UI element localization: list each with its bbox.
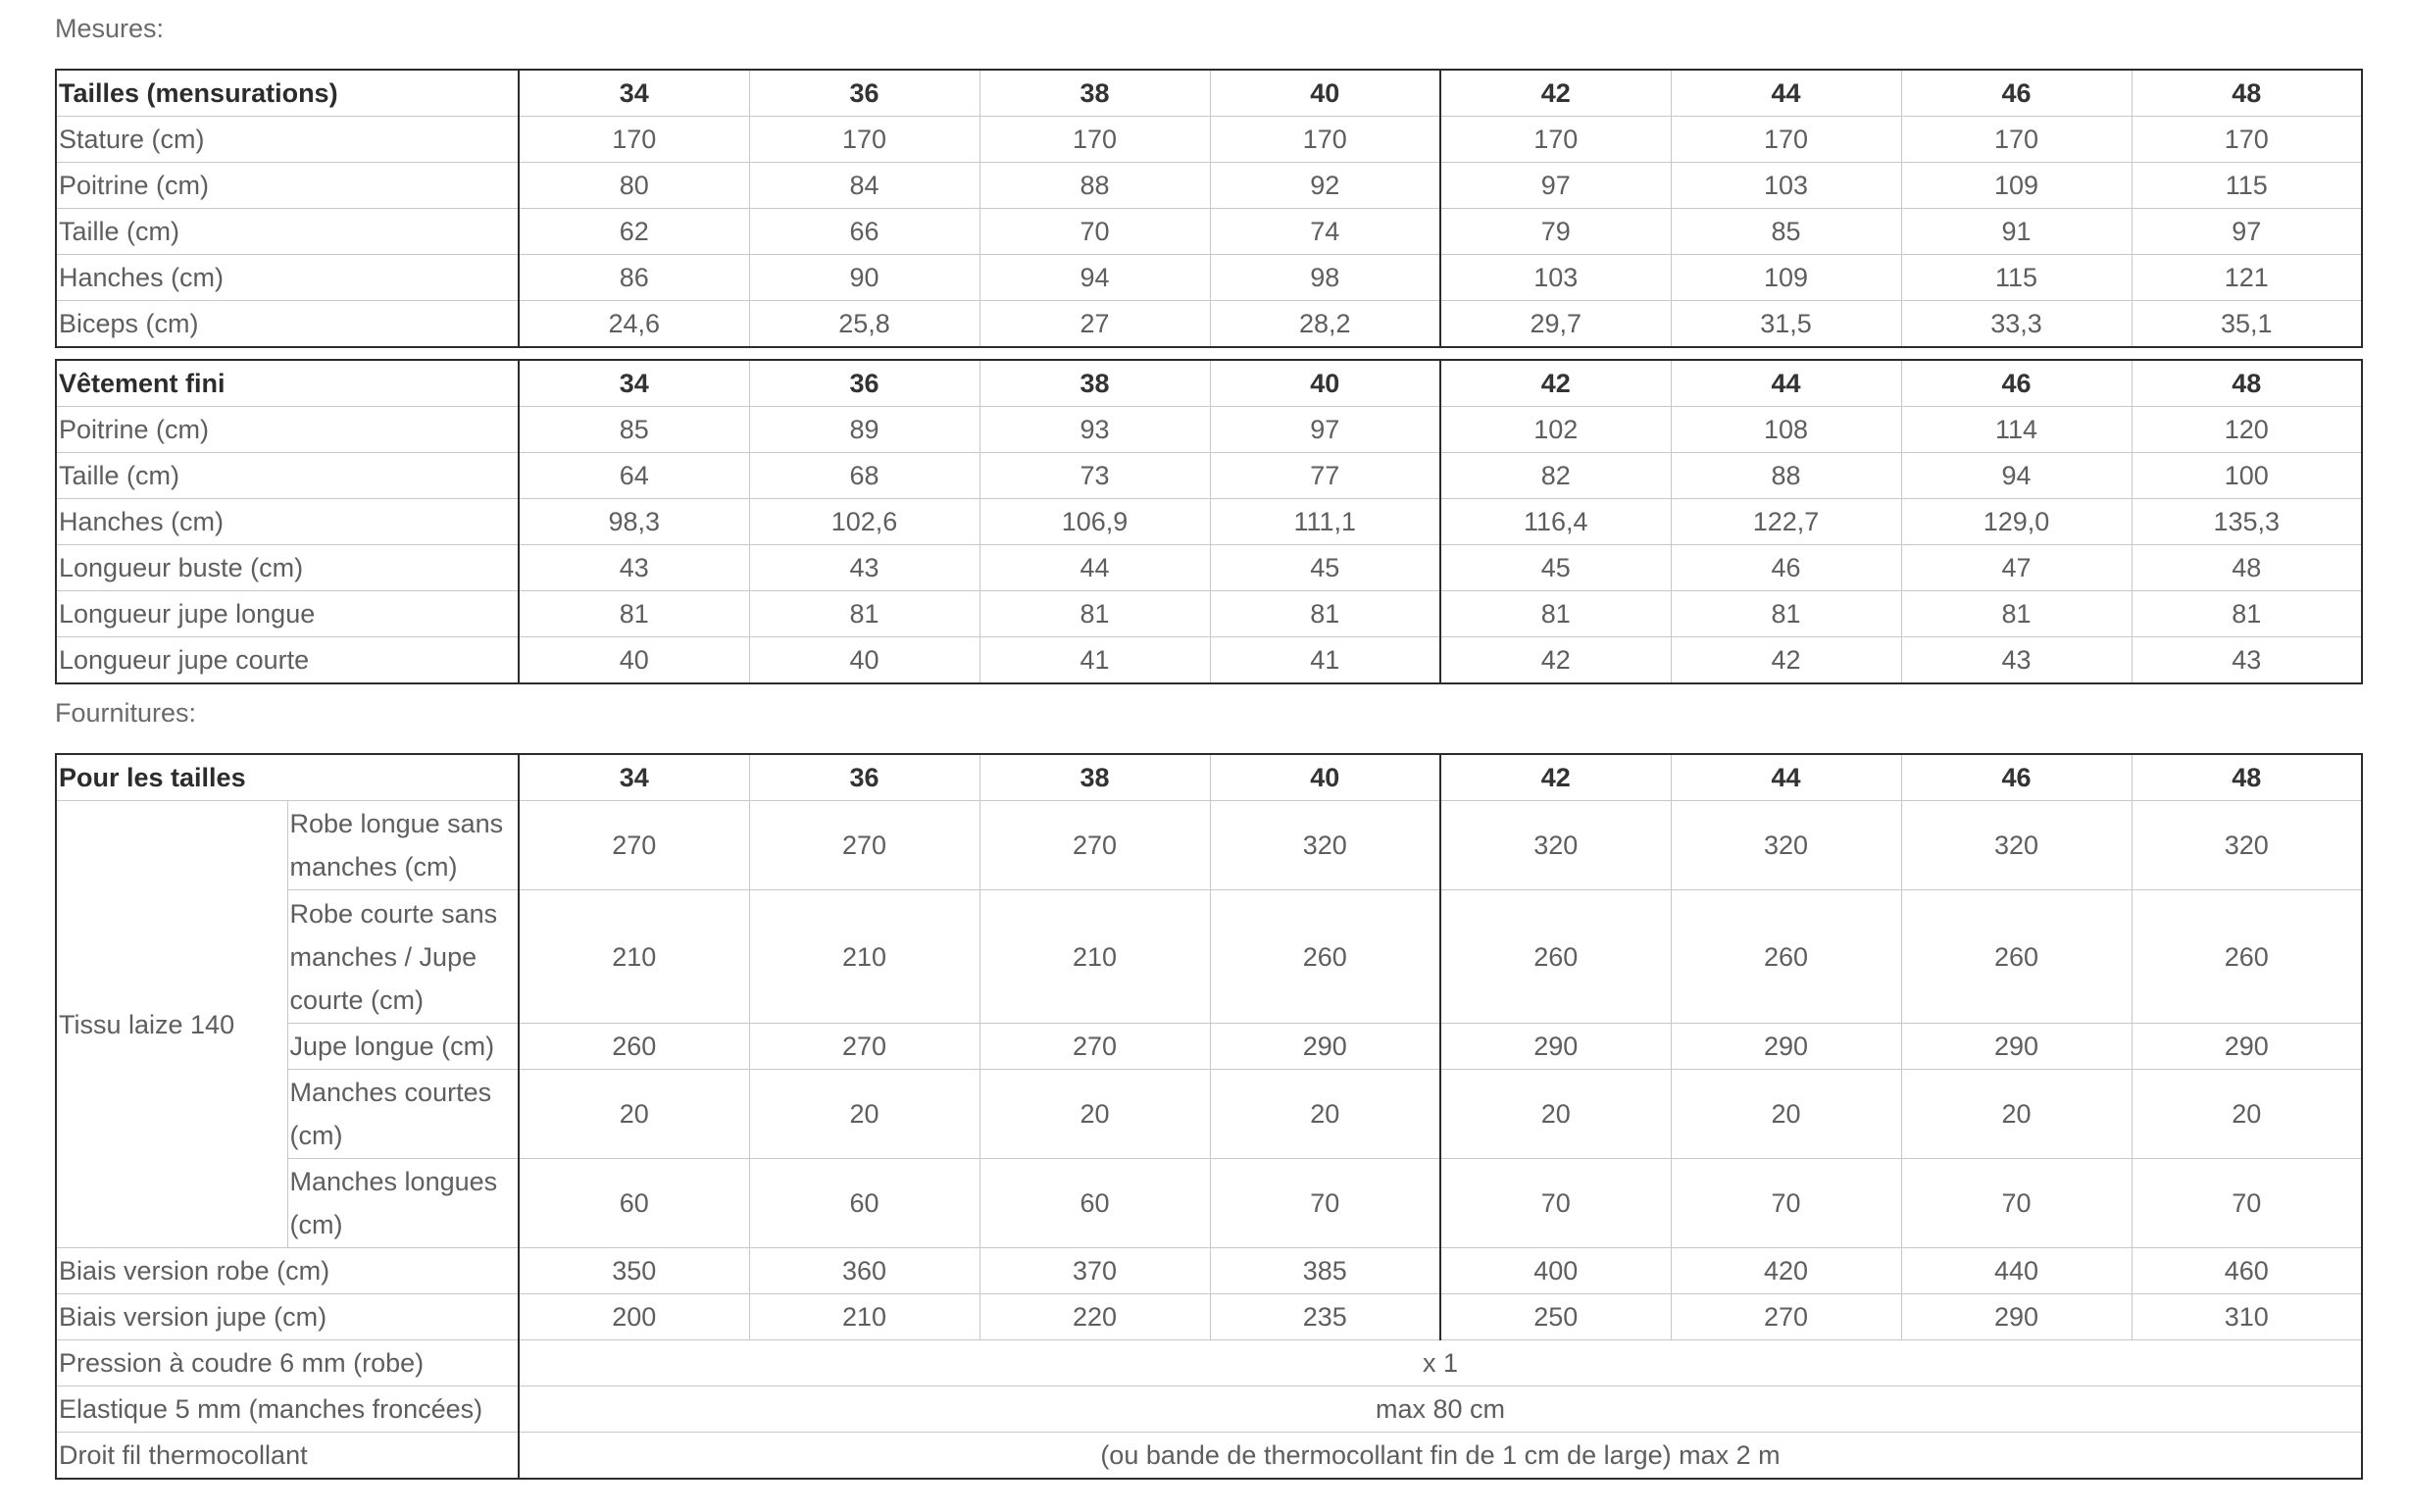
value-cell: 270	[979, 801, 1210, 890]
row-label: Droit fil thermocollant	[56, 1433, 519, 1480]
value-cell: 33,3	[1901, 301, 2132, 348]
value-cell: 44	[979, 545, 1210, 591]
table-row	[56, 163, 2362, 209]
value-cell: 20	[979, 1070, 1210, 1159]
table-row	[56, 453, 2362, 499]
value-cell: 91	[1901, 209, 2132, 255]
row-label: Longueur jupe courte	[56, 637, 519, 684]
fabric-row-label: Manches courtes (cm)	[287, 1070, 519, 1159]
value-cell: 68	[749, 453, 979, 499]
value-cell: 111,1	[1210, 499, 1440, 545]
value-cell: 260	[1671, 890, 1901, 1024]
table-header-label: Pour les tailles	[56, 754, 519, 801]
value-cell: 81	[519, 591, 749, 637]
value-cell: 320	[1901, 801, 2132, 890]
value-cell: 88	[979, 163, 1210, 209]
value-cell: 260	[1440, 890, 1671, 1024]
value-cell: 73	[979, 453, 1210, 499]
value-cell: 97	[1440, 163, 1671, 209]
value-cell: 70	[1440, 1159, 1671, 1248]
size-header-cell: 38	[979, 360, 1210, 407]
row-label: Elastique 5 mm (manches froncées)	[56, 1386, 519, 1433]
value-cell: 170	[519, 117, 749, 163]
value-cell: 89	[749, 407, 979, 453]
value-cell: 35,1	[2132, 301, 2362, 348]
table-row	[56, 591, 2362, 637]
row-label: Poitrine (cm)	[56, 407, 519, 453]
value-cell: 42	[1671, 637, 1901, 684]
size-header-cell: 46	[1901, 70, 2132, 117]
value-cell: 86	[519, 255, 749, 301]
value-cell: 97	[1210, 407, 1440, 453]
supply-row	[56, 1433, 2362, 1480]
value-cell: 290	[2132, 1024, 2362, 1070]
value-cell: 270	[1671, 1294, 1901, 1340]
row-label: Stature (cm)	[56, 117, 519, 163]
value-cell: 28,2	[1210, 301, 1440, 348]
value-cell: 109	[1901, 163, 2132, 209]
fabric-row	[56, 801, 2362, 890]
value-cell: 20	[1671, 1070, 1901, 1159]
value-cell: 103	[1440, 255, 1671, 301]
value-cell: 170	[1440, 117, 1671, 163]
value-cell: 270	[979, 1024, 1210, 1070]
value-cell: 41	[979, 637, 1210, 684]
value-cell: 260	[519, 1024, 749, 1070]
row-label: Hanches (cm)	[56, 255, 519, 301]
value-cell: 66	[749, 209, 979, 255]
fabric-row	[56, 1070, 2362, 1159]
size-header-cell: 36	[749, 754, 979, 801]
supplies-table	[55, 753, 2363, 1480]
value-cell: 45	[1210, 545, 1440, 591]
supply-row	[56, 1340, 2362, 1386]
value-cell: 460	[2132, 1248, 2362, 1294]
value-cell: 106,9	[979, 499, 1210, 545]
value-cell: 320	[2132, 801, 2362, 890]
fabric-row-label: Robe longue sans manches (cm)	[287, 801, 519, 890]
size-header-cell: 36	[749, 360, 979, 407]
value-cell: 40	[519, 637, 749, 684]
value-cell: 210	[749, 890, 979, 1024]
value-cell: 81	[749, 591, 979, 637]
fabric-row	[56, 1024, 2362, 1070]
size-header-cell: 48	[2132, 754, 2362, 801]
value-cell: 170	[749, 117, 979, 163]
value-cell: 102,6	[749, 499, 979, 545]
value-cell: 135,3	[2132, 499, 2362, 545]
value-cell: 77	[1210, 453, 1440, 499]
row-label: Poitrine (cm)	[56, 163, 519, 209]
header-row	[56, 754, 2362, 801]
value-cell: 81	[2132, 591, 2362, 637]
value-cell: 290	[1901, 1294, 2132, 1340]
span-value-cell: max 80 cm	[519, 1386, 2362, 1433]
value-cell: 400	[1440, 1248, 1671, 1294]
section-title-fournitures: Fournitures:	[55, 698, 197, 728]
value-cell: 290	[1671, 1024, 1901, 1070]
value-cell: 200	[519, 1294, 749, 1340]
value-cell: 260	[1901, 890, 2132, 1024]
value-cell: 115	[1901, 255, 2132, 301]
value-cell: 102	[1440, 407, 1671, 453]
value-cell: 210	[749, 1294, 979, 1340]
value-cell: 103	[1671, 163, 1901, 209]
value-cell: 270	[749, 1024, 979, 1070]
value-cell: 81	[979, 591, 1210, 637]
value-cell: 70	[2132, 1159, 2362, 1248]
table-row	[56, 1294, 2362, 1340]
value-cell: 46	[1671, 545, 1901, 591]
value-cell: 98	[1210, 255, 1440, 301]
row-label: Taille (cm)	[56, 209, 519, 255]
value-cell: 170	[2132, 117, 2362, 163]
header-row	[56, 360, 2362, 407]
fabric-row	[56, 890, 2362, 1024]
value-cell: 74	[1210, 209, 1440, 255]
value-cell: 385	[1210, 1248, 1440, 1294]
fabric-row	[56, 1159, 2362, 1248]
value-cell: 114	[1901, 407, 2132, 453]
value-cell: 210	[979, 890, 1210, 1024]
value-cell: 88	[1671, 453, 1901, 499]
value-cell: 350	[519, 1248, 749, 1294]
value-cell: 60	[979, 1159, 1210, 1248]
table-row	[56, 301, 2362, 348]
value-cell: 25,8	[749, 301, 979, 348]
value-cell: 93	[979, 407, 1210, 453]
span-value-cell: x 1	[519, 1340, 2362, 1386]
value-cell: 94	[1901, 453, 2132, 499]
table-row	[56, 499, 2362, 545]
value-cell: 260	[1210, 890, 1440, 1024]
row-label: Pression à coudre 6 mm (robe)	[56, 1340, 519, 1386]
section-title-mesures: Mesures:	[55, 14, 165, 43]
row-label: Hanches (cm)	[56, 499, 519, 545]
value-cell: 81	[1901, 591, 2132, 637]
value-cell: 129,0	[1901, 499, 2132, 545]
table-row	[56, 545, 2362, 591]
fabric-row-label: Manches longues (cm)	[287, 1159, 519, 1248]
row-label: Taille (cm)	[56, 453, 519, 499]
size-header-cell: 44	[1671, 754, 1901, 801]
value-cell: 270	[749, 801, 979, 890]
value-cell: 43	[749, 545, 979, 591]
table-row	[56, 407, 2362, 453]
value-cell: 43	[1901, 637, 2132, 684]
value-cell: 100	[2132, 453, 2362, 499]
value-cell: 79	[1440, 209, 1671, 255]
row-label: Biais version jupe (cm)	[56, 1294, 519, 1340]
value-cell: 116,4	[1440, 499, 1671, 545]
value-cell: 210	[519, 890, 749, 1024]
value-cell: 42	[1440, 637, 1671, 684]
value-cell: 320	[1210, 801, 1440, 890]
value-cell: 94	[979, 255, 1210, 301]
value-cell: 109	[1671, 255, 1901, 301]
value-cell: 20	[1901, 1070, 2132, 1159]
fabric-group-label: Tissu laize 140	[56, 801, 287, 1248]
value-cell: 85	[519, 407, 749, 453]
value-cell: 97	[2132, 209, 2362, 255]
value-cell: 31,5	[1671, 301, 1901, 348]
fabric-row-label: Robe courte sans manches / Jupe courte (cm)	[287, 890, 519, 1024]
size-header-cell: 40	[1210, 754, 1440, 801]
value-cell: 170	[979, 117, 1210, 163]
size-header-cell: 38	[979, 754, 1210, 801]
value-cell: 40	[749, 637, 979, 684]
value-cell: 270	[519, 801, 749, 890]
value-cell: 122,7	[1671, 499, 1901, 545]
fabric-row-label: Jupe longue (cm)	[287, 1024, 519, 1070]
value-cell: 90	[749, 255, 979, 301]
supply-row	[56, 1386, 2362, 1433]
size-header-cell: 44	[1671, 360, 1901, 407]
value-cell: 20	[1440, 1070, 1671, 1159]
value-cell: 70	[1671, 1159, 1901, 1248]
row-label: Biceps (cm)	[56, 301, 519, 348]
value-cell: 62	[519, 209, 749, 255]
size-header-cell: 42	[1440, 70, 1671, 117]
value-cell: 250	[1440, 1294, 1671, 1340]
value-cell: 60	[749, 1159, 979, 1248]
value-cell: 108	[1671, 407, 1901, 453]
size-header-cell: 46	[1901, 360, 2132, 407]
size-header-cell: 38	[979, 70, 1210, 117]
value-cell: 420	[1671, 1248, 1901, 1294]
size-header-cell: 48	[2132, 70, 2362, 117]
value-cell: 70	[1901, 1159, 2132, 1248]
value-cell: 81	[1440, 591, 1671, 637]
value-cell: 20	[519, 1070, 749, 1159]
header-row	[56, 70, 2362, 117]
value-cell: 24,6	[519, 301, 749, 348]
table-row	[56, 1248, 2362, 1294]
value-cell: 70	[979, 209, 1210, 255]
size-header-cell: 48	[2132, 360, 2362, 407]
value-cell: 43	[2132, 637, 2362, 684]
value-cell: 84	[749, 163, 979, 209]
table-row	[56, 117, 2362, 163]
value-cell: 290	[1440, 1024, 1671, 1070]
value-cell: 81	[1210, 591, 1440, 637]
size-header-cell: 46	[1901, 754, 2132, 801]
table-row	[56, 637, 2362, 684]
value-cell: 92	[1210, 163, 1440, 209]
value-cell: 29,7	[1440, 301, 1671, 348]
value-cell: 47	[1901, 545, 2132, 591]
value-cell: 20	[1210, 1070, 1440, 1159]
finished-garment-table	[55, 359, 2363, 684]
size-header-cell: 40	[1210, 70, 1440, 117]
size-header-cell: 42	[1440, 754, 1671, 801]
table-row	[56, 255, 2362, 301]
value-cell: 48	[2132, 545, 2362, 591]
value-cell: 20	[749, 1070, 979, 1159]
table-header-label: Tailles (mensurations)	[56, 70, 519, 117]
value-cell: 170	[1901, 117, 2132, 163]
value-cell: 440	[1901, 1248, 2132, 1294]
size-header-cell: 44	[1671, 70, 1901, 117]
span-value-cell: (ou bande de thermocollant fin de 1 cm de large) max 2 m	[519, 1433, 2362, 1480]
value-cell: 80	[519, 163, 749, 209]
value-cell: 70	[1210, 1159, 1440, 1248]
value-cell: 170	[1671, 117, 1901, 163]
size-header-cell: 42	[1440, 360, 1671, 407]
row-label: Longueur jupe longue	[56, 591, 519, 637]
size-header-cell: 36	[749, 70, 979, 117]
value-cell: 290	[1210, 1024, 1440, 1070]
value-cell: 64	[519, 453, 749, 499]
value-cell: 310	[2132, 1294, 2362, 1340]
row-label: Biais version robe (cm)	[56, 1248, 519, 1294]
value-cell: 98,3	[519, 499, 749, 545]
value-cell: 115	[2132, 163, 2362, 209]
value-cell: 41	[1210, 637, 1440, 684]
value-cell: 360	[749, 1248, 979, 1294]
value-cell: 235	[1210, 1294, 1440, 1340]
value-cell: 27	[979, 301, 1210, 348]
value-cell: 82	[1440, 453, 1671, 499]
size-header-cell: 40	[1210, 360, 1440, 407]
value-cell: 81	[1671, 591, 1901, 637]
value-cell: 220	[979, 1294, 1210, 1340]
value-cell: 260	[2132, 890, 2362, 1024]
size-header-cell: 34	[519, 70, 749, 117]
table-row	[56, 209, 2362, 255]
value-cell: 320	[1671, 801, 1901, 890]
size-header-cell: 34	[519, 754, 749, 801]
size-header-cell: 34	[519, 360, 749, 407]
table-header-label: Vêtement fini	[56, 360, 519, 407]
value-cell: 370	[979, 1248, 1210, 1294]
value-cell: 170	[1210, 117, 1440, 163]
value-cell: 121	[2132, 255, 2362, 301]
row-label: Longueur buste (cm)	[56, 545, 519, 591]
value-cell: 120	[2132, 407, 2362, 453]
value-cell: 43	[519, 545, 749, 591]
value-cell: 320	[1440, 801, 1671, 890]
value-cell: 85	[1671, 209, 1901, 255]
value-cell: 45	[1440, 545, 1671, 591]
value-cell: 20	[2132, 1070, 2362, 1159]
value-cell: 290	[1901, 1024, 2132, 1070]
measurements-table	[55, 69, 2363, 348]
value-cell: 60	[519, 1159, 749, 1248]
